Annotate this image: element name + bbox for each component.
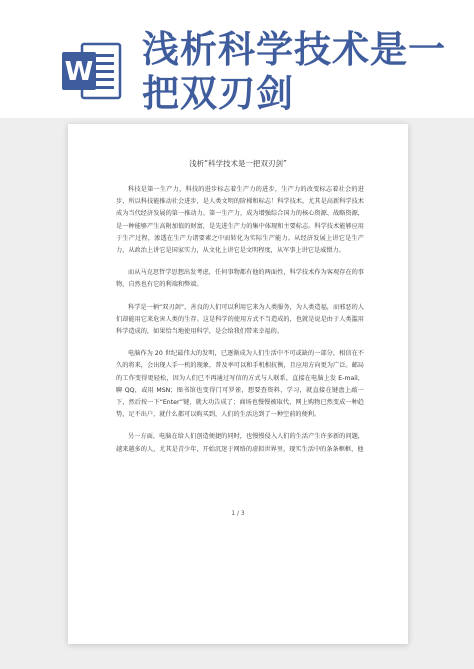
document-title: 浅析“科学技术是一把双刃剑” (189, 159, 287, 168)
paragraph: 另一方面，电脑在给人们创造便捷的同时，也慢慢侵入人们的生活产生许多新的问题，越来越多的人，尤其是青少年，开始沉迷于网络的虚拟世界里，现实生活中的条条框框，他 (116, 433, 364, 453)
document-body (116, 184, 364, 466)
page-title-line-2: 把双刃剑 (142, 72, 294, 115)
paragraph: 科技是第一生产力，科技的进步标志着生产力的进步，生产力的改变标志着社会的进步，所以科技能推动社会进步，是人类文明的阶梯和标志！科学技术，尤其是高新科学技术成为当代经济发展的第一推动力、第一生产力，成为增强综合国力的核心资源、战略资源，是一种能够产生高附加值的财富，是先进生产力的集中体现和主要标志。科学技术能够应用于生产过程，渗透在生产力诸要素之中而转化为实际生产能力。从经济发展上讲它是生产力，从政治上讲它是国家实力，从文化上讲它是文明程度，从军事上讲它是威慑力。 (116, 186, 364, 255)
header-banner (0, 0, 474, 118)
paragraph: 而从马克思哲学思想出发考虑，任何事物都有他的两面性，科学技术作为客观存在的事物，自然也有它的利端和弊端。 (116, 269, 364, 289)
page-number: 1 / 3 (231, 510, 245, 517)
word-icon-letter: W (64, 57, 94, 87)
paragraph: 电脑作为 20 世纪最伟大的发明，已逐渐成为人们生活中不可或缺的一部分，相信在不久的将来，会出现人手一机的现象，普及率可以和手机相抗衡，且应用方向更为广泛。邮局的工作变得更轻松，因为人们已不再通过写信的方式与人联系，直接在电脑上发 E-mail，聊 QQ，或用 MSN；图书馆也变得门可罗雀，想要查资料，学习，就直接在键盘上敲一下，然后按一下“Enter”键，就大功告成了；商场也慢慢被取代，网上购物已然变成一种趋势，足不出户，就什么都可以购买到，人们的生活达到了一种空前的便利。 (116, 350, 364, 419)
word-document-icon (60, 40, 122, 102)
paragraph: 科学是一柄“双刃剑”，善良的人们可以利用它来为人类服务，为人类造福，而邪恶的人们却能用它来危害人类的生存。这是科学的使用方式不当造成的，也就是说是由于人类滥用科学造成的，如果恰当地使用科学，是会给我们带来幸福的。 (116, 303, 364, 336)
document-preview-area (0, 118, 474, 669)
page-title-line-1: 浅析科学技术是一 (142, 28, 446, 71)
document-page (68, 124, 408, 644)
